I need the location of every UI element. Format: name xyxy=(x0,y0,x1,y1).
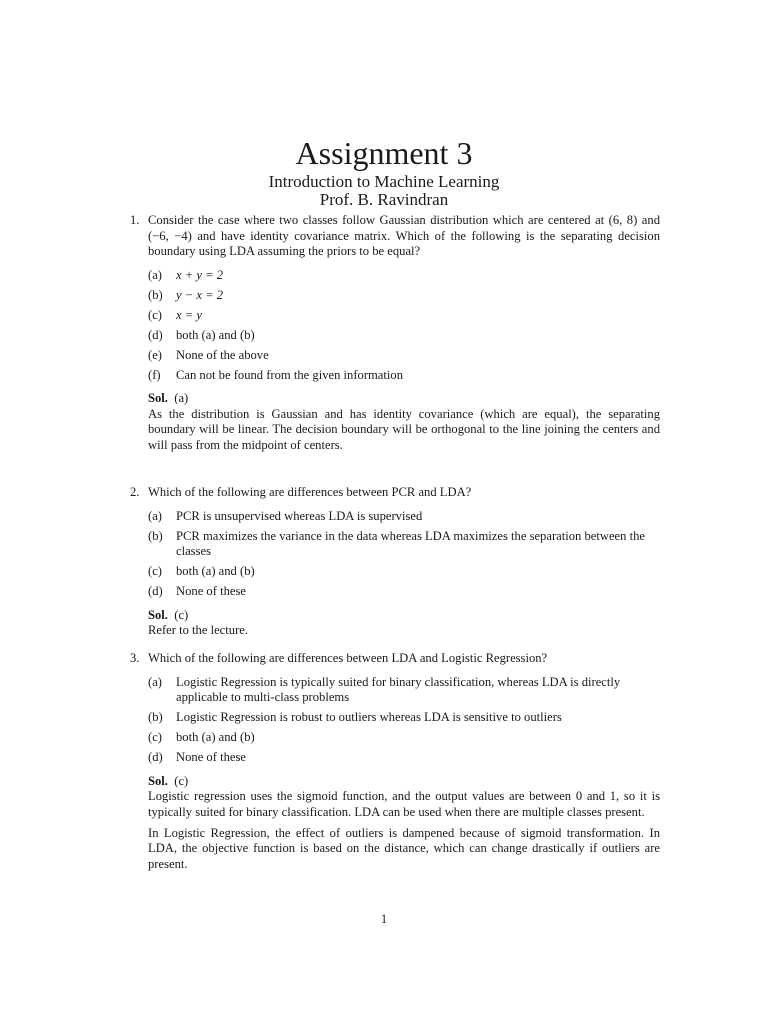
question-text: Which of the following are differences between LDA and Logistic Regression? xyxy=(148,651,548,665)
option-label: (f) xyxy=(148,367,161,382)
solution-explanation: In Logistic Regression, the effect of outliers is dampened because of sigmoid transformation. In LDA, the objective function is based on the distance, which can change drastically if outliers are present. xyxy=(148,825,660,871)
question-text: Which of the following are differences between PCR and LDA? xyxy=(148,485,472,499)
option-c xyxy=(148,730,660,746)
solution-label: Sol. xyxy=(148,773,168,788)
option-text: None of these xyxy=(176,750,246,765)
document-header xyxy=(0,133,768,209)
option-label: (a) xyxy=(148,508,162,523)
solution xyxy=(148,391,660,453)
option-text: PCR maximizes the variance in the data whereas LDA maximizes the separation between the classes xyxy=(176,528,645,559)
solution-label: Sol. xyxy=(148,391,168,406)
option-text: Logistic Regression is robust to outliers whereas LDA is sensitive to outliers xyxy=(176,710,562,725)
solution xyxy=(148,608,660,639)
option-c xyxy=(148,564,660,580)
option-label: (a) xyxy=(148,674,162,689)
document-title: Assignment 3 xyxy=(295,135,473,171)
question-1 xyxy=(130,213,660,454)
solution-answer: (a) xyxy=(174,391,189,406)
solution-explanation: As the distribution is Gaussian and has identity covariance (which are equal), the separating boundary will be linear. The decision boundary will be orthogonal to the line joining the centers and will pass from the midpoint of centers. xyxy=(148,406,660,453)
solution-explanation: Refer to the lecture. xyxy=(148,623,248,638)
option-label: (b) xyxy=(148,287,163,302)
solution-label: Sol. xyxy=(148,607,168,622)
option-a xyxy=(148,509,660,525)
solution xyxy=(148,774,660,873)
option-label: (b) xyxy=(148,528,163,543)
option-text: both (a) and (b) xyxy=(176,564,255,579)
option-text: y − x = 2 xyxy=(176,287,224,302)
option-text: None of the above xyxy=(176,347,269,362)
option-text: PCR is unsupervised whereas LDA is supervised xyxy=(176,508,423,523)
question-text: Consider the case where two classes follow Gaussian distribution which are centered at (6, 8) and (−6, −4) and have identity covariance matrix. Which of the following is the separating decision boundary using LDA assuming the priors to be equal? xyxy=(148,213,660,259)
solution-explanation: Logistic regression uses the sigmoid function, and the output values are between 0 and 1, so it is typically suited for binary classification. LDA can be used when there are multiple classes present. xyxy=(148,789,660,819)
option-f xyxy=(148,368,660,384)
solution-heading xyxy=(148,391,660,407)
question-number: 3. xyxy=(130,651,140,665)
option-text: both (a) and (b) xyxy=(176,730,255,745)
page-number: 1 xyxy=(380,912,388,926)
option-label: (b) xyxy=(148,710,163,725)
question-number: 2. xyxy=(130,485,140,499)
question-number: 1. xyxy=(130,213,140,227)
option-a xyxy=(148,675,660,706)
options-list xyxy=(148,675,660,766)
instructor-name: Prof. B. Ravindran xyxy=(319,190,449,209)
options-list xyxy=(148,268,660,384)
question-3 xyxy=(130,651,660,872)
option-label: (e) xyxy=(148,347,162,362)
option-text: x + y = 2 xyxy=(176,267,224,282)
option-text: both (a) and (b) xyxy=(176,327,255,342)
option-label: (c) xyxy=(148,307,162,322)
option-e xyxy=(148,348,660,364)
option-label: (a) xyxy=(148,267,162,282)
option-a xyxy=(148,268,660,284)
option-text: x = y xyxy=(176,307,202,322)
option-c xyxy=(148,308,660,324)
option-d xyxy=(148,750,660,766)
option-d xyxy=(148,328,660,344)
solution-heading xyxy=(148,774,660,790)
option-text: Can not be found from the given information xyxy=(176,367,403,382)
option-label: (d) xyxy=(148,750,163,765)
option-label: (c) xyxy=(148,564,162,579)
option-label: (d) xyxy=(148,327,163,342)
option-label: (c) xyxy=(148,730,162,745)
option-text: None of these xyxy=(176,584,246,599)
solution-heading xyxy=(148,608,660,624)
course-name: Introduction to Machine Learning xyxy=(268,172,500,191)
option-d xyxy=(148,584,660,600)
option-b xyxy=(148,710,660,726)
option-text: Logistic Regression is typically suited for binary classification, whereas LDA is directly applicable to multi-class problems xyxy=(176,674,621,705)
solution-answer: (c) xyxy=(174,773,189,788)
solution-answer: (c) xyxy=(174,607,189,622)
question-2 xyxy=(130,485,660,639)
option-b xyxy=(148,529,660,560)
options-list xyxy=(148,509,660,600)
option-b xyxy=(148,288,660,304)
option-label: (d) xyxy=(148,584,163,599)
